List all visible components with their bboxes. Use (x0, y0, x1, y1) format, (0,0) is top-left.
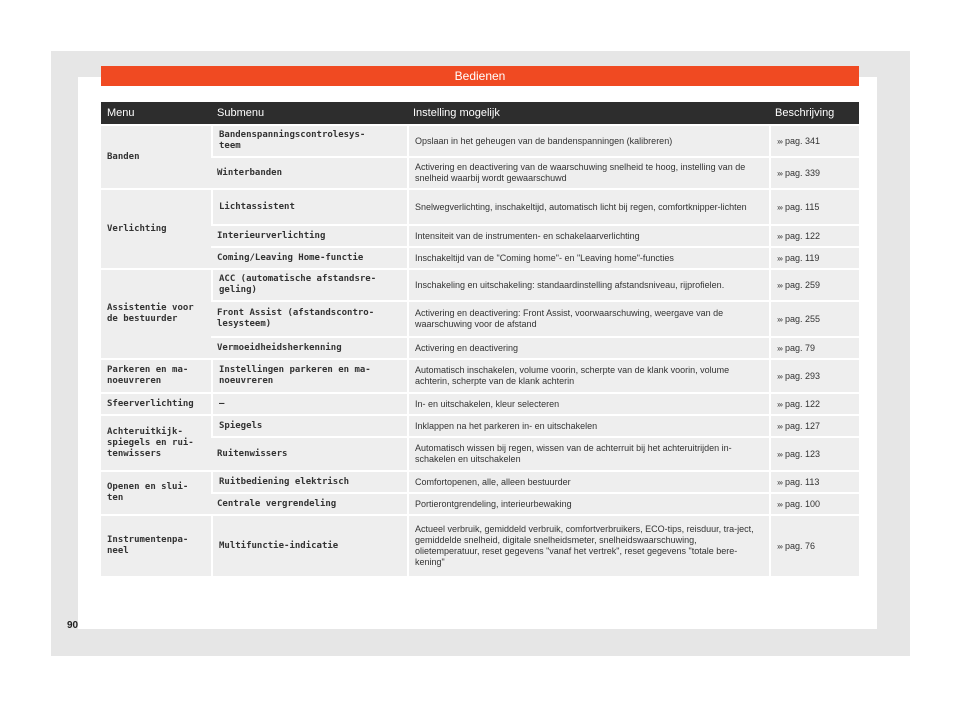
setting-cell: Inschakeling en uitschakeling: standaardinstelling afstandsniveau, rijprofielen. (407, 270, 769, 300)
page-reference-link[interactable]: pag. 341 (785, 135, 821, 146)
submenu-cell: Front Assist (afstandscontro- lesysteem) (211, 302, 407, 336)
submenu-cell: – (211, 394, 407, 414)
column-header-setting: Instelling mogelijk (407, 102, 769, 124)
page-reference-link[interactable]: pag. 259 (785, 279, 821, 290)
page-reference-link[interactable]: pag. 119 (785, 252, 820, 263)
setting-cell: Opslaan in het geheugen van de bandenspanningen (kalibreren) (407, 126, 769, 156)
table-row (101, 302, 859, 336)
table-header-row (101, 102, 859, 124)
reference-arrows-icon: ››› (777, 231, 782, 241)
setting-cell: Activering en deactivering van de waarschuwing snelheid te hoog, instelling van de snelheid waarbij wordt gewaarschuwd (407, 158, 769, 188)
page-reference-cell (769, 516, 859, 576)
page-reference-cell (769, 338, 859, 358)
page-reference-cell (769, 158, 859, 188)
reference-arrows-icon: ››› (777, 399, 782, 409)
page-reference-cell (769, 494, 859, 514)
reference-arrows-icon: ››› (777, 136, 782, 146)
page-reference-link[interactable]: pag. 255 (785, 313, 821, 324)
submenu-cell: Coming/Leaving Home-functie (211, 248, 407, 268)
page-reference-link[interactable]: pag. 123 (785, 448, 821, 459)
table-row (101, 190, 859, 224)
table-row (101, 270, 859, 300)
setting-cell: Portierontgrendeling, interieurbewaking (407, 494, 769, 514)
reference-arrows-icon: ››› (777, 280, 782, 290)
reference-arrows-icon: ››› (777, 371, 782, 381)
menu-cell: Banden (101, 126, 211, 188)
page-reference-link[interactable]: pag. 113 (785, 476, 820, 487)
table-row (101, 494, 859, 514)
column-header-description: Beschrijving (769, 102, 859, 124)
reference-arrows-icon: ››› (777, 343, 782, 353)
submenu-cell: Lichtassistent (211, 190, 407, 224)
setting-cell: Automatisch inschakelen, volume voorin, scherpte van de klank voorin, volume achterin, scherpte van de klank achterin (407, 360, 769, 392)
submenu-cell: Vermoeidheidsherkenning (211, 338, 407, 358)
page-reference-link[interactable]: pag. 339 (785, 167, 821, 178)
table-row (101, 338, 859, 358)
setting-cell: Intensiteit van de instrumenten- en schakelaarverlichting (407, 226, 769, 246)
page-reference-link[interactable]: pag. 122 (785, 398, 821, 409)
submenu-cell: Spiegels (211, 416, 407, 436)
menu-cell: Verlichting (101, 190, 211, 268)
reference-arrows-icon: ››› (777, 449, 782, 459)
page-reference-link[interactable]: pag. 76 (785, 540, 816, 551)
settings-table (101, 100, 859, 578)
column-header-menu: Menu (101, 102, 211, 124)
setting-cell: In- en uitschakelen, kleur selecteren (407, 394, 769, 414)
menu-cell: Achteruitkijk- spiegels en rui- tenwissers (101, 416, 211, 470)
table-row (101, 438, 859, 470)
submenu-cell: Multifunctie-indicatie (211, 516, 407, 576)
reference-arrows-icon: ››› (777, 202, 782, 212)
page-reference-link[interactable]: pag. 79 (785, 342, 816, 353)
reference-arrows-icon: ››› (777, 499, 782, 509)
reference-arrows-icon: ››› (777, 541, 782, 551)
menu-cell: Assistentie voor de bestuurder (101, 270, 211, 358)
table-row (101, 158, 859, 188)
menu-cell: Instrumentenpa- neel (101, 516, 211, 576)
table-body (101, 126, 859, 576)
page-reference-cell (769, 226, 859, 246)
submenu-cell: Interieurverlichting (211, 226, 407, 246)
setting-cell: Activering en deactivering (407, 338, 769, 358)
setting-cell: Actueel verbruik, gemiddeld verbruik, comfortverbruikers, ECO-tips, reisduur, tra-ject, gemiddelde snelheid, digitale snelheidsmeter, snelheidswaarschuwing, olietemperatuur, reset gegevens "vanaf het vertrek", reset gegevens "totale bere-kening" (407, 516, 769, 576)
page-reference-cell (769, 302, 859, 336)
setting-cell: Snelwegverlichting, inschakeltijd, automatisch licht bij regen, comfortknipper-lichten (407, 190, 769, 224)
submenu-cell: Ruitbediening elektrisch (211, 472, 407, 492)
page-reference-cell (769, 190, 859, 224)
table-row (101, 472, 859, 492)
menu-cell: Sfeerverlichting (101, 394, 211, 414)
reference-arrows-icon: ››› (777, 314, 782, 324)
reference-arrows-icon: ››› (777, 477, 782, 487)
setting-cell: Automatisch wissen bij regen, wissen van de achterruit bij het achteruitrijden in- schakelen en uitschakelen (407, 438, 769, 470)
page-reference-cell (769, 270, 859, 300)
table-row (101, 126, 859, 156)
submenu-cell: Instellingen parkeren en ma- noeuvreren (211, 360, 407, 392)
page-reference-cell (769, 438, 859, 470)
page-reference-link[interactable]: pag. 293 (785, 370, 821, 381)
menu-cell: Openen en slui- ten (101, 472, 211, 514)
page-reference-link[interactable]: pag. 115 (785, 201, 820, 212)
reference-arrows-icon: ››› (777, 253, 782, 263)
table-row (101, 248, 859, 268)
page-reference-cell (769, 472, 859, 492)
table-row (101, 394, 859, 414)
page-reference-cell (769, 360, 859, 392)
page-number: 90 (67, 620, 79, 631)
page-reference-link[interactable]: pag. 122 (785, 230, 821, 241)
page-reference-cell (769, 416, 859, 436)
reference-arrows-icon: ››› (777, 168, 782, 178)
column-header-submenu: Submenu (211, 102, 407, 124)
table-row (101, 226, 859, 246)
table-row (101, 360, 859, 392)
table-row (101, 416, 859, 436)
table-row (101, 516, 859, 576)
setting-cell: Comfortopenen, alle, alleen bestuurder (407, 472, 769, 492)
reference-arrows-icon: ››› (777, 421, 782, 431)
setting-cell: Inschakeltijd van de "Coming home"- en "Leaving home"-functies (407, 248, 769, 268)
submenu-cell: ACC (automatische afstandsre- geling) (211, 270, 407, 300)
section-header: Bedienen (101, 66, 859, 86)
page-reference-cell (769, 248, 859, 268)
page-reference-cell (769, 126, 859, 156)
page-reference-cell (769, 394, 859, 414)
submenu-cell: Winterbanden (211, 158, 407, 188)
setting-cell: Inklappen na het parkeren in- en uitschakelen (407, 416, 769, 436)
submenu-cell: Centrale vergrendeling (211, 494, 407, 514)
submenu-cell: Ruitenwissers (211, 438, 407, 470)
page-reference-link[interactable]: pag. 100 (785, 498, 821, 509)
menu-cell: Parkeren en ma- noeuvreren (101, 360, 211, 392)
setting-cell: Activering en deactivering: Front Assist, voorwaarschuwing, weergave van de waarschuwing voor de afstand (407, 302, 769, 336)
submenu-cell: Bandenspanningscontrolesys- teem (211, 126, 407, 156)
page-reference-link[interactable]: pag. 127 (785, 420, 821, 431)
